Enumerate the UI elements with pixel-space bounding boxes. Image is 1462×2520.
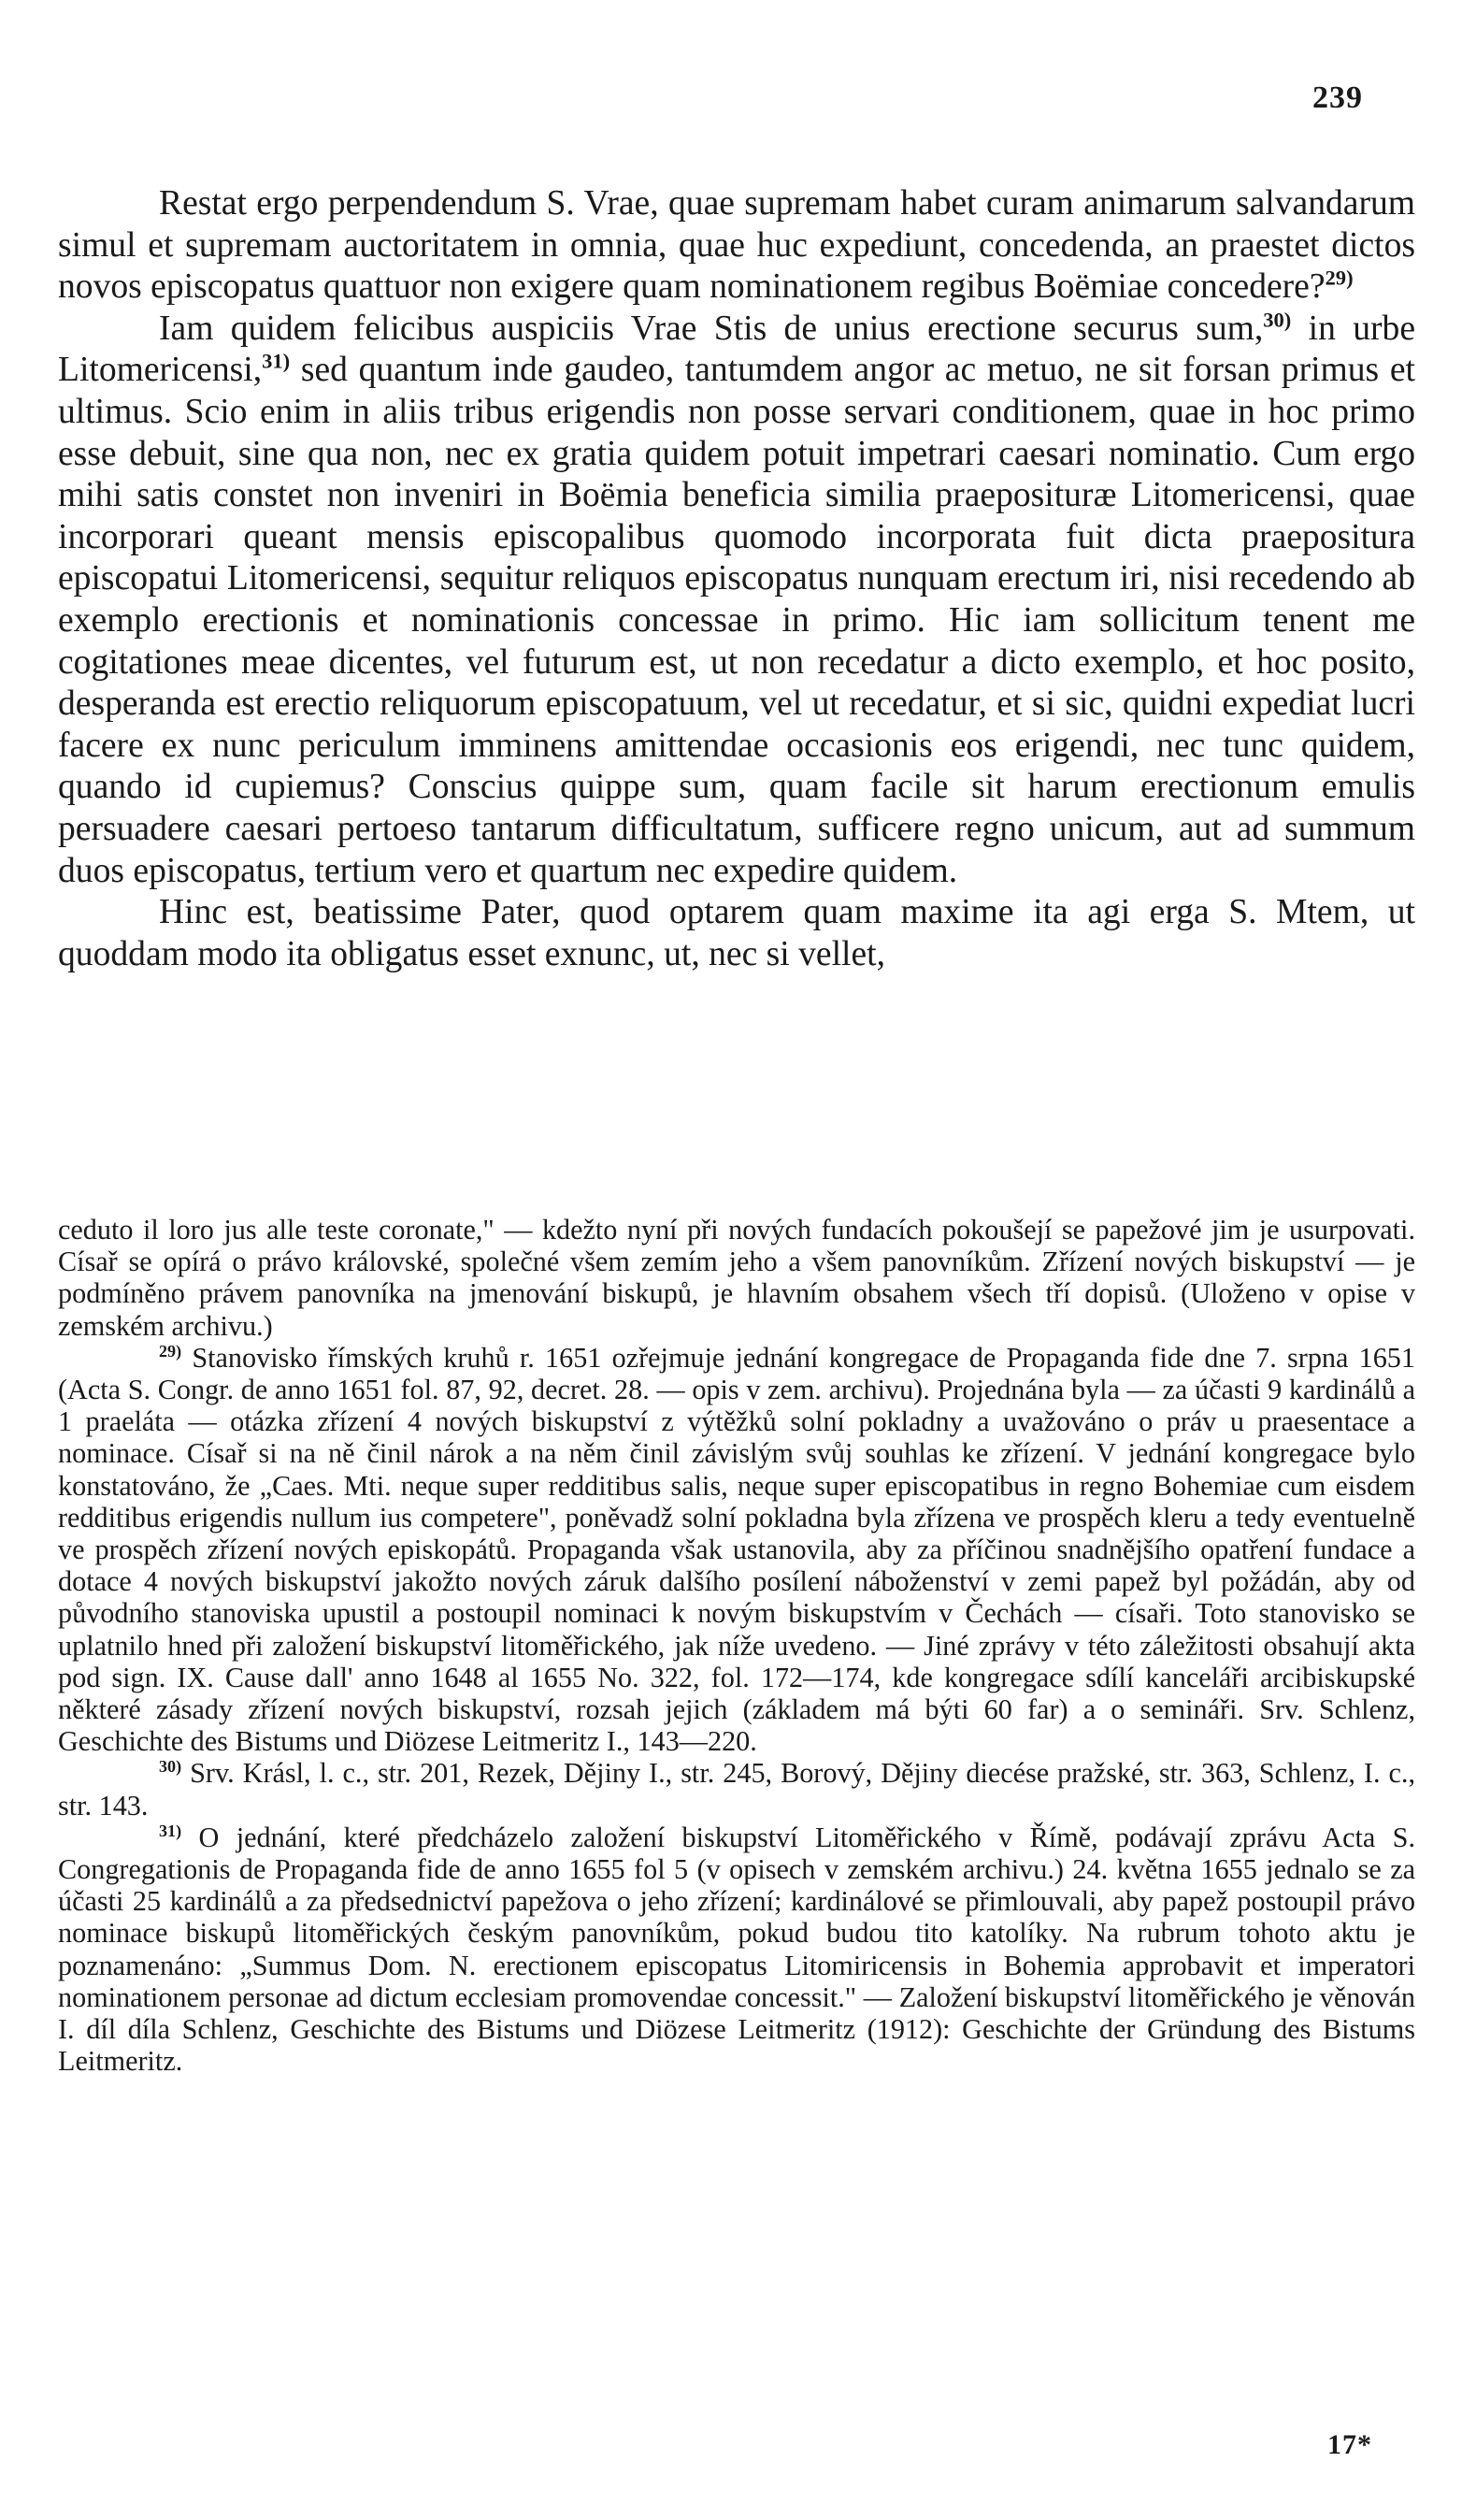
paragraph-2-text-a: Iam quidem felicibus auspiciis Vrae Stis de unius erectione securus sum, [159,309,1264,348]
paragraph-2 [58,309,1415,892]
page-number: 239 [1312,80,1363,115]
footnotes [58,1214,1415,2077]
footnote-29-text: Stanovisko římských kruhů r. 1651 ozřejmuje jednání kongregace de Propaganda fide dne 7. srpna 1651 (Acta S. Congr. de anno 1651 fol. 87, 92, decret. 28. — opis v zem. archivu). Projednána byla — za účasti 9 kardinálů a 1 praeláta — otázka zřízení 4 nových biskupství z výtěžků solní pokladny a uvažováno o práv u praesentace a nominace. Císař si na ně činil nárok a na něm činil závislým svůj souhlas ke zřízení. V jednání kongregace bylo konstatováno, že „Caes. Mti. neque super redditibus salis, neque super episcopatibus in regno Bohemiae cum eisdem redditibus erigendis nullum ius competere", poněvadž solní pokladna byla zřízena ve prospěch kleru a tedy eventuelně ve prospěch zřízení nových episkopátů. Propaganda však ustanovila, aby za příčinou snadnějšího opatření fundace a dotace 4 nových biskupství jakožto nových záruk dalšího posílení náboženství v zemi papež byl požádán, aby od původního stanoviska upustil a postoupil nominaci k novým biskupstvím v Čechách — císaři. Toto stanovisko se uplatnilo hned při založení biskupství litoměřického, jak níže uvedeno. — Jiné zprávy v této záležitosti obsahují akta pod sign. IX. Cause dall' anno 1648 al 1655 No. 322, fol. 172—174, kde kongregace sdílí kanceláři arcibiskupské některé zásady zřízení nových biskupství, rozsah jejich (základem má býti 60 far) a o semináři. Srv. Schlenz, Geschichte des Bistums und Diözese Leitmeritz I., 143—220. [58,1341,1415,1758]
paragraph-1-text: Restat ergo perpendendum S. Vrae, quae supremam habet curam animarum salvandarum simul et supremam auctoritatem in omnia, quae huc expediunt, concedenda, an praestet dictos novos episcopatus quattuor non exigere quam nominationem regibus Boëmiae concedere? [58,184,1415,307]
footnote-30 [58,1757,1415,1821]
footnote-30-mark: 30) [159,1757,182,1777]
footnote-29-mark: 29) [159,1341,182,1361]
paragraph-3: Hinc est, beatissime Pater, quod optarem quam maxime ita agi erga S. Mtem, ut quoddam modo ita obligatus esset exnunc, ut, nec si vellet, [58,893,1415,973]
footnote-30-text: Srv. Krásl, l. c., str. 201, Rezek, Dějiny I., str. 245, Borový, Dějiny diecése pražské, str. 363, Schlenz, I. c., str. 143. [58,1757,1415,1822]
paragraph-2-text-b: in urbe Litomericensi, [58,309,1415,390]
footnote-continuation: ceduto il loro jus alle teste coronate," — kdežto nyní při nových fundacích pokoušejí se papežové jim je usurpovati. Císař se opírá o právo královské, společné všem zemím jeho a všem panovníkům. Zřízení nových biskupství — je podmíněno právem panovníka na jmenování biskupů, je hlavním obsahem všech tří dopisů. (Uloženo v opise v zemském archivu.) [58,1214,1415,1342]
footnote-ref-30: 30) [1263,308,1292,332]
footnote-31-text: O jednání, které předcházelo založení biskupství Litoměřického v Římě, podávají zprávu Acta S. Congregationis de Propaganda fide de anno 1655 fol 5 (v opisech v zemském archivu.) 24. května 1655 jednalo se za účasti 25 kardinálů a za předsednictví papežova o jeho zřízení; kardinálové se přimlouvali, aby papež postoupil právo nominace biskupů litoměřických českým panovníkům, pokud budou tito katolíky. Na rubrum tohoto aktu je poznamenáno: „Summus Dom. N. erectionem episcopatus Litomiricensis in Bohemia approbavit et imperatori nominationem personae ad dictum ecclesiam promovendae concessit." — Založení biskupství litoměřického je věnován I. díl díla Schlenz, Geschichte des Bistums und Diözese Leitmeritz (1912): Geschichte der Gründung des Bistums Leitmeritz. [58,1821,1415,2078]
footnote-31 [58,1822,1415,2078]
signature-mark: 17* [1327,2429,1372,2460]
footnote-divider [58,1204,1415,1205]
footnote-ref-29: 29) [1325,266,1354,290]
footnote-29 [58,1342,1415,1758]
main-text [58,183,1415,975]
paragraph-2-text-c: sed quantum inde gaudeo, tantumdem angor ac metuo, ne sit forsan primus et ultimus. Scio enim in aliis tribus erigendis non posse servari conditionem, quae in hoc primo esse debuit, sine qua non, nec ex gratia quidem potuit impetrari caesari nominatio. Cum ergo mihi satis constet non inveniri in Boëmia beneficia similia praeposituræ Litomericensi, quae incorporari queant mensis episcopalibus quomodo incorporata fuit dicta praepositura episcopatui Litomericensi, sequitur reliquos episcopatus nunquam erectum iri, nisi recedendo ab exemplo erectionis et nominationis concessae in primo. Hic iam sollicitum tenent me cogitationes meae dicentes, vel futurum est, ut non recedatur a dicto exemplo, et hoc posito, desperanda est erectio reliquorum episcopatuum, vel ut recedatur, et si sic, quidni expediat lucri facere ex nunc periculum imminens amittendae occasionis eos erigendi, nec tunc quidem, quando id cupiemus? Conscius quippe sum, quam facile sit harum erectionum emulis persuadere caesari pertoeso tantarum difficultatum, sufficere regno unicum, aut ad summum duos episcopatus, tertium vero et quartum nec expedire quidem. [58,351,1415,890]
paragraph-1 [58,183,1415,309]
footnote-31-mark: 31) [159,1821,182,1840]
footnote-ref-31: 31) [262,349,291,373]
